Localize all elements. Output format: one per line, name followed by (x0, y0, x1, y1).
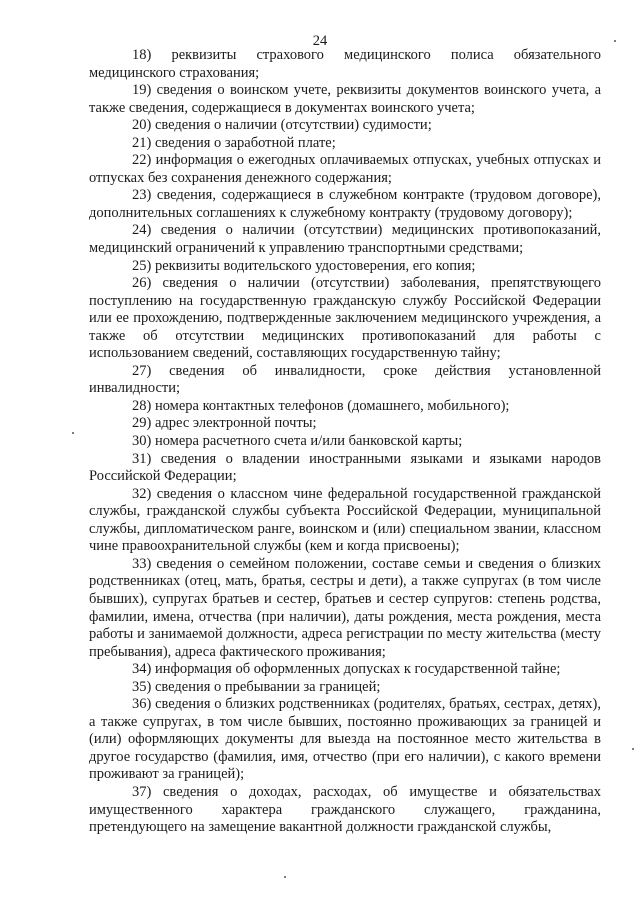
document-body (89, 47, 601, 837)
list-item-24: 24) сведения о наличии (отсутствии) медицинских противопоказаний, медицинский ограничений к управлению транспортными средствами; (89, 222, 601, 257)
list-item-34: 34) информация об оформленных допусках к государственной тайне; (132, 661, 561, 678)
list-item-37: 37) сведения о доходах, расходах, об имуществе и обязательствах имущественного характера гражданского служащего, гражданина, претендующего на замещение вакантной должности гражданской службы, (89, 783, 601, 836)
list-item-22: 22) информация о ежегодных оплачиваемых отпусках, учебных отпусках и отпусках без сохранения денежного содержания; (89, 152, 601, 186)
list-item-21: 21) сведения о заработной плате; (132, 134, 336, 151)
list-item-32: 32) сведения о классном чине федеральной государственной гражданской службы, гражданской службы субъекта Российской Федерации, муниципальной службы, дипломатическом ранге, воинском и (или) специальном звании, классном чине правоохранительной службы (кем и когда присвоены); (89, 485, 601, 555)
scan-speck (284, 876, 286, 878)
list-item-36: 36) сведения о близких родственниках (родителях, братьях, сестрах, детях), а также супругах, в том числе бывших, постоянно проживающих за границей и (или) оформляющих документы для выезда на постоянное место жительства в другое государство (фамилия, имя, отчество (при его наличии), с какого времени проживают за границей); (89, 696, 601, 783)
list-item-30: 30) номера расчетного счета и/или банковской карты; (132, 433, 463, 450)
list-item-25: 25) реквизиты водительского удостоверения, его копия; (132, 257, 476, 274)
scan-speck (632, 748, 634, 750)
list-item-29: 29) адрес электронной почты; (132, 415, 317, 432)
list-item-35: 35) сведения о пребывании за границей; (132, 678, 381, 695)
list-item-26: 26) сведения о наличии (отсутствии) заболевания, препятствующего поступлению на государственную гражданскую службу Российской Федерации или ее прохождению, подтвержденные заключением медицинского учреждения, а также об отсутствии медицинских противопоказаний для работы с использованием сведений, составляющих государственную тайну; (89, 275, 601, 362)
list-item-20: 20) сведения о наличии (отсутствии) судимости; (132, 117, 432, 134)
list-item-31: 31) сведения о владении иностранными языками и языками народов Российской Федерации; (89, 450, 601, 485)
scan-speck (72, 432, 74, 434)
list-item-33: 33) сведения о семейном положении, составе семьи и сведения о близких родственниках (отец, мать, братья, сестры и дети), а также супругах (в том числе бывших), супругах братьев и сестер, братьев и сестер супругов: степень родства, фамилии, имена, отчества (при наличии), даты рождения, места рождения, места работы и занимаемой должности, адреса регистрации по месту жительства (месту пребывания), адреса фактического проживания; (89, 555, 601, 660)
list-item-19: 19) сведения о воинском учете, реквизиты документов воинского учета, а также сведения, содержащиеся в документах воинского учета; (89, 82, 601, 116)
list-item-23: 23) сведения, содержащиеся в служебном контракте (трудовом договоре), дополнительных соглашениях к служебному контракту (трудовому договору); (89, 187, 601, 221)
list-item-28: 28) номера контактных телефонов (домашнего, мобильного); (132, 397, 510, 414)
scan-speck (614, 40, 616, 42)
list-item-27: 27) сведения об инвалидности, сроке действия установленной инвалидности; (89, 362, 601, 397)
list-item-18: 18) реквизиты страхового медицинского полиса обязательного медицинского страхования; (89, 47, 601, 81)
page-number: 24 (312, 33, 328, 49)
